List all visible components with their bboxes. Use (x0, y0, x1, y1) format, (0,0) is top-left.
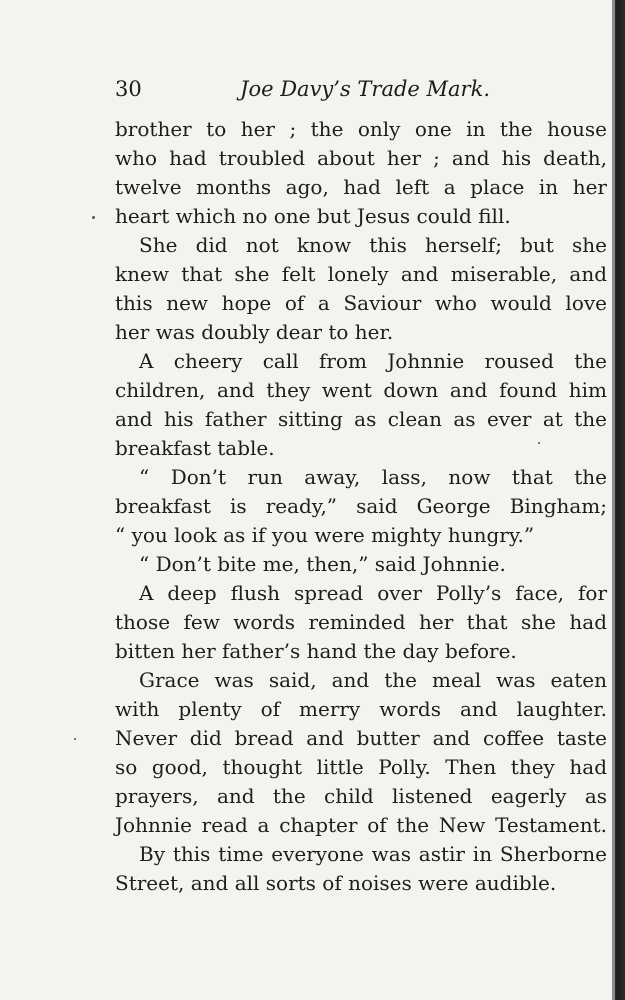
text-line: Never did bread and butter and coffee taste (115, 726, 607, 750)
text-line: her was doubly dear to her. (115, 320, 394, 344)
print-speck (74, 738, 76, 740)
text-line: A deep flush spread over Polly’s face, for (139, 581, 607, 605)
text-line: children, and they went down and found him (115, 378, 607, 402)
text-line: bitten her father’s hand the day before. (115, 639, 517, 663)
text-line: “ Don’t bite me, then,” said Johnnie. (139, 552, 506, 576)
text-line: those few words reminded her that she had (115, 610, 607, 634)
text-line: Johnnie read a chapter of the New Testament. (115, 813, 607, 837)
text-line: brother to her ; the only one in the house (115, 117, 607, 141)
text-line: and his father sitting as clean as ever at the (115, 407, 607, 431)
text-line: with plenty of merry words and laughter. (115, 697, 607, 721)
text-line: Grace was said, and the meal was eaten (139, 668, 607, 692)
body-text (115, 115, 607, 898)
page-edge (612, 0, 625, 1000)
text-line: twelve months ago, had left a place in her (115, 175, 607, 199)
text-line: knew that she felt lonely and miserable, and (115, 262, 607, 286)
text-line: She did not know this herself; but she (139, 233, 607, 257)
page-header (115, 72, 490, 106)
running-title: Joe Davy’s Trade Mark. (240, 77, 490, 101)
text-line: this new hope of a Saviour who would love (115, 291, 607, 315)
text-line: “ you look as if you were mighty hungry.” (115, 523, 535, 547)
print-speck (92, 216, 95, 219)
text-line: A cheery call from Johnnie roused the (139, 349, 607, 373)
text-line: who had troubled about her ; and his death, (115, 146, 607, 170)
text-line: Street, and all sorts of noises were audible. (115, 871, 557, 895)
text-line: heart which no one but Jesus could fill. (115, 204, 511, 228)
print-speck (538, 442, 540, 444)
text-line: prayers, and the child listened eagerly as (115, 784, 607, 808)
text-line: breakfast table. (115, 436, 275, 460)
text-line: so good, thought little Polly. Then they had (115, 755, 607, 779)
text-line: “ Don’t run away, lass, now that the (139, 465, 607, 489)
page-number: 30 (115, 77, 142, 101)
text-line: breakfast is ready,” said George Bingham; (115, 494, 607, 518)
text-line: By this time everyone was astir in Sherborne (139, 842, 607, 866)
